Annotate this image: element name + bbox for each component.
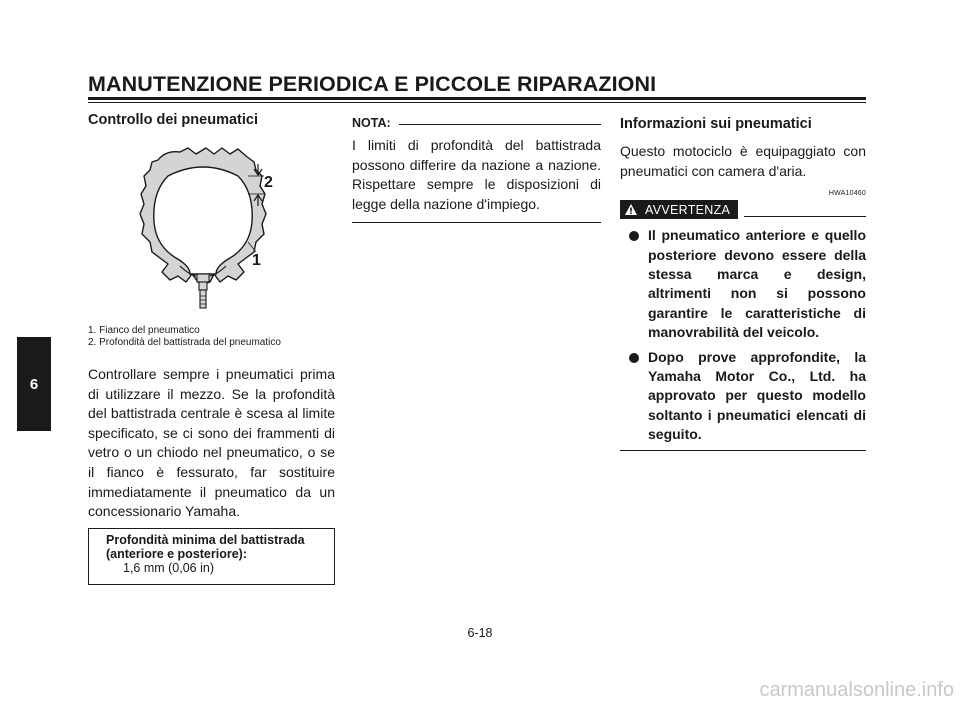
nota-row <box>352 116 601 130</box>
tire-figure <box>88 134 335 324</box>
nota-end-rule <box>352 222 601 223</box>
warning-code: HWA10460 <box>828 190 866 198</box>
middle-column <box>352 116 601 223</box>
tire-check-body: Controllare sempre i pneumatici prima di utilizzare il mezzo. Se la profondità del battistrada centrale è scesa al limite specificato, se ci sono dei frammenti di vetro o un chiodo nel pneumatico, o se il fianco è fessurato, far sostituire immediatamente il pneumatico da un concessionario Yamaha. <box>88 366 335 520</box>
page-number: 6-18 <box>467 626 493 640</box>
warning-label: AVVERTENZA <box>645 202 731 217</box>
warning-end-rule <box>620 450 866 451</box>
warning-item <box>620 348 866 445</box>
callout-2: 2 <box>264 174 273 191</box>
warning-list <box>620 226 866 444</box>
warning-item <box>620 226 866 342</box>
right-column <box>620 116 866 451</box>
bullet-icon <box>629 353 639 363</box>
tire-cross-section-icon <box>88 134 335 324</box>
section-heading-tire-check: Controllo dei pneumatici <box>88 112 258 128</box>
section-heading-tire-info: Informazioni sui pneumatici <box>620 116 812 132</box>
header-rule-thick <box>88 97 866 100</box>
callout-1: 1 <box>252 252 261 269</box>
tire-info-body: Questo motociclo è equipaggiato con pneumatici con camera d'aria. <box>620 143 866 179</box>
nota-text: I limiti di profondità del battistrada possono differire da nazione a nazione. Rispettare sempre le disposizioni di legge della nazione d'impiego. <box>352 137 601 212</box>
header-rule-thin <box>88 102 866 103</box>
spec-title-line1: Profondità minima del battistrada <box>106 533 305 547</box>
spec-box <box>88 528 335 585</box>
warning-item-text: Il pneumatico anteriore e quello posteriore devono essere della stessa marca e design, altrimenti non si possono garantire le caratteristiche di manovrabilità del veicolo. <box>648 227 866 341</box>
warning-badge <box>620 200 738 219</box>
watermark: carmanualsonline.info <box>759 679 954 701</box>
nota-rule <box>399 124 601 125</box>
warning-item-text: Dopo prove approfondite, la Yamaha Motor Co., Ltd. ha approvato per questo modello soltanto i pneumatici elencati di seguito. <box>648 348 866 443</box>
warning-header-row <box>620 200 866 219</box>
caption-tread-depth: 2. Profondità del battistrada del pneumatico <box>88 337 281 348</box>
spec-title-line2: (anteriore e posteriore): <box>106 547 248 561</box>
nota-label: NOTA: <box>352 116 391 130</box>
bullet-icon <box>629 231 639 241</box>
warning-rule <box>744 216 866 217</box>
page-header-title: MANUTENZIONE PERIODICA E PICCOLE RIPARAZIONI <box>88 72 657 96</box>
warning-triangle-icon <box>624 203 638 216</box>
caption-sidewall: 1. Fianco del pneumatico <box>88 325 200 336</box>
left-column <box>88 112 335 522</box>
figure-captions <box>88 325 335 349</box>
chapter-tab: 6 <box>17 337 51 431</box>
spec-value: 1,6 mm (0,06 in) <box>123 561 215 575</box>
